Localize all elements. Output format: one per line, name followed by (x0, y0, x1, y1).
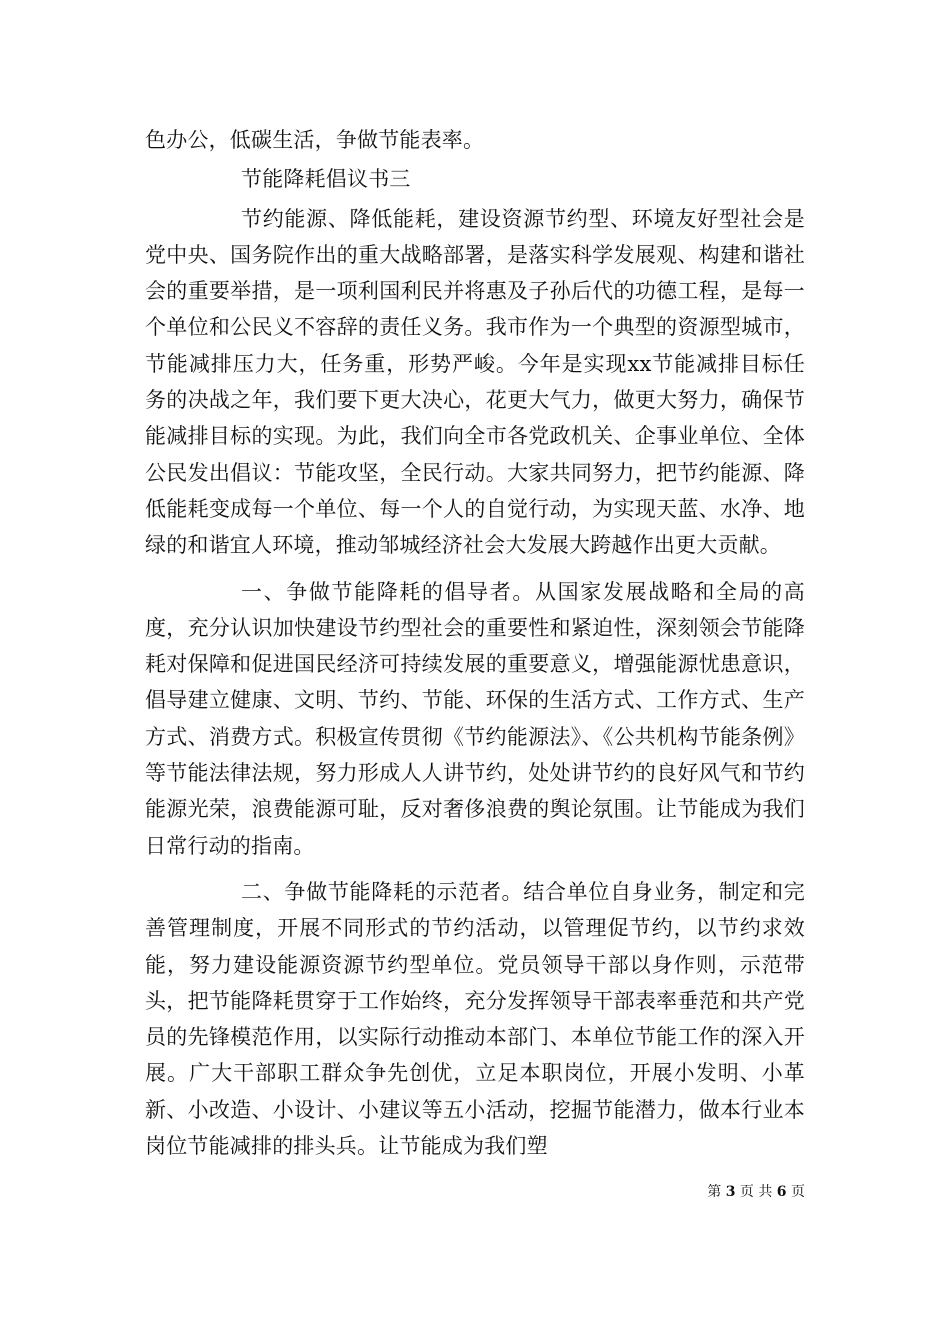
paragraph-intro: 节约能源、降低能耗，建设资源节约型、环境友好型社会是党中央、国务院作出的重大战略部署，是落实科学发展观、构建和谐社会的重要举措，是一项利国利民并将惠及子孙后代的功德工程，是每一个单位和公民义不容辞的责任义务。我市作为一个典型的资源型城市，节能减排压力大，任务重，形势严峻。今年是实现xx节能减排目标任务的决战之年，我们要下更大决心，花更大气力，做更大努力，确保节能减排目标的实现。为此，我们向全市各党政机关、企事业单位、全体公民发出倡议：节能攻坚，全民行动。大家共同努力，把节约能源、降低能耗变成每一个单位、每一个人的自觉行动，为实现天蓝、水净、地绿的和谐宜人环境，推动邹城经济社会大发展大跨越作出更大贡献。 (145, 206, 805, 558)
paragraph-point-two: 二、争做节能降耗的示范者。结合单位自身业务，制定和完善管理制度，开展不同形式的节约活动，以管理促节约，以节约求效能，努力建设能源资源节约型单位。党员领导干部以身作则，示范带头，把节能降耗贯穿于工作始终，充分发挥领导干部表率垂范和共产党员的先锋模范作用，以实际行动推动本部门、本单位节能工作的深入开展。广大干部职工群众争先创优，立足本职岗位，开展小发明、小革新、小改造、小设计、小建议等五小活动，挖掘节能潜力，做本行业本岗位节能减排的排头兵。让节能成为我们塑 (145, 879, 805, 1159)
page-number-footer (707, 1181, 805, 1201)
paragraph-continuation: 色办公，低碳生活，争做节能表率。 (145, 128, 485, 152)
paragraph-point-one: 一、争做节能降耗的倡导者。从国家发展战略和全局的高度，充分认识加快建设节约型社会的重要性和紧迫性，深刻领会节能降耗对保障和促进国民经济可持续发展的重要意义，增强能源忧患意识，倡导建立健康、文明、节约、节能、环保的生活方式、工作方式、生产方式、消费方式。积极宣传贯彻《节约能源法》、《公共机构节能条例》等节能法律法规，努力形成人人讲节约，处处讲节约的良好风气和节约能源光荣，浪费能源可耻，反对奢侈浪费的舆论氛围。让节能成为我们日常行动的指南。 (145, 579, 805, 858)
footer-suffix: 页 (791, 1184, 805, 1200)
footer-middle: 页 共 (739, 1184, 773, 1200)
footer-prefix: 第 (707, 1184, 722, 1200)
footer-total-pages: 6 (776, 1184, 787, 1200)
document-body (145, 122, 805, 1164)
section-heading: 节能降耗倡议书三 (241, 167, 411, 192)
footer-current-page: 3 (725, 1184, 736, 1200)
